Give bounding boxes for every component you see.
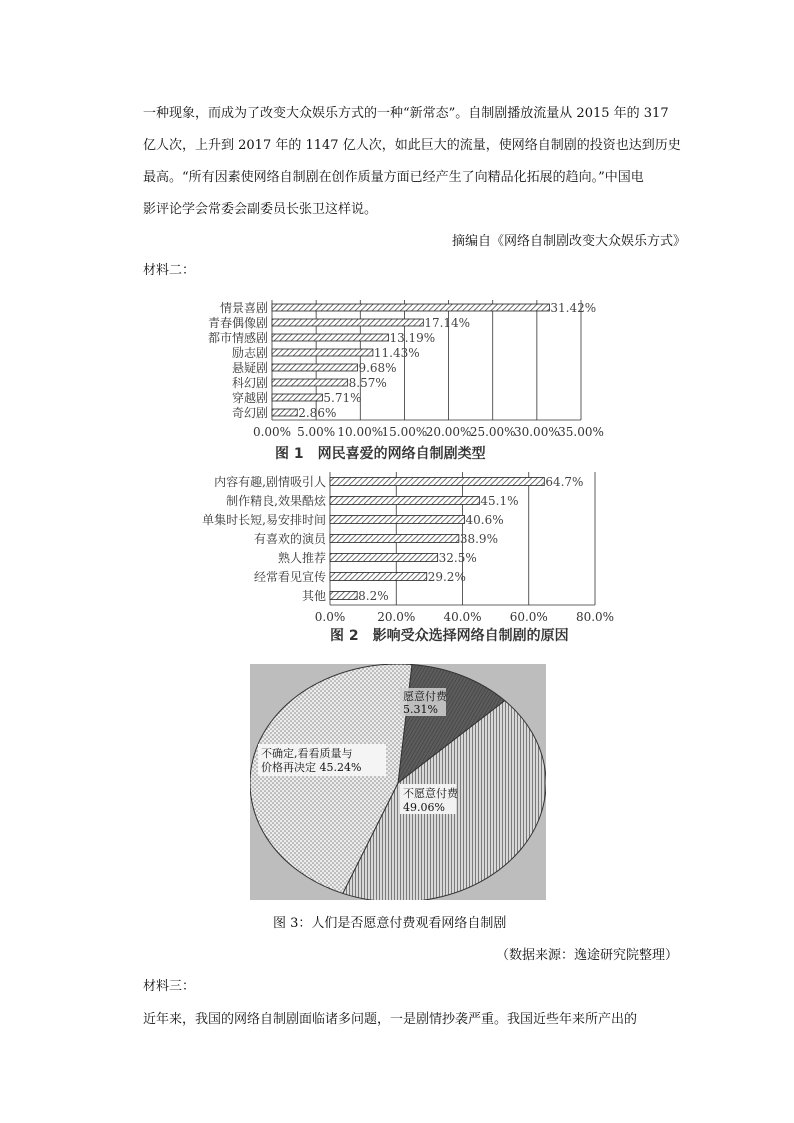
- slice-label: 愿意付费: [403, 690, 447, 703]
- x-tick-label: 35.00%: [558, 425, 604, 439]
- material-3-heading: 材料三：: [143, 979, 196, 994]
- data-label: 45.1%: [480, 493, 519, 508]
- bar: [330, 478, 544, 486]
- category-label: 奇幻剧: [231, 405, 268, 420]
- bar: [272, 394, 322, 401]
- x-tick-label: 20.0%: [377, 610, 416, 624]
- category-label: 单集时长短,易安排时间: [202, 512, 326, 527]
- x-tick-label: 15.00%: [381, 425, 428, 439]
- bar: [330, 592, 357, 600]
- category-label: 制作精良,效果酷炫: [226, 493, 326, 508]
- slice-value: 5.31%: [403, 703, 438, 716]
- x-tick-label: 25.00%: [469, 425, 516, 439]
- paragraph-line-3: 最高。“所有因素使网络自制剧在创作质量方面已经产生了向精品化拓展的趋向。”中国电: [143, 170, 644, 185]
- bar: [272, 334, 388, 341]
- category-label: 经常看见宣传: [253, 569, 326, 584]
- data-label: 8.2%: [358, 588, 389, 603]
- slice-label: 不确定,看看质量与: [261, 747, 353, 760]
- chart-title: 图 2 影响受众选择网络自制剧的原因: [330, 628, 569, 644]
- figure-3-caption: 图 3：人们是否愿意付费观看网络自制剧: [273, 916, 507, 931]
- x-tick-label: 5.00%: [297, 425, 336, 439]
- slice-label: 价格再决定 45.24%: [261, 761, 362, 774]
- data-label: 64.7%: [545, 474, 584, 489]
- bar: [330, 497, 479, 505]
- data-source-note: （数据来源：逸途研究院整理）: [495, 948, 678, 963]
- data-label: 31.42%: [550, 300, 597, 315]
- figure-3-pie-chart: [250, 664, 546, 900]
- data-label: 32.5%: [438, 550, 477, 565]
- figure-1-chart: [0, 292, 794, 464]
- category-label: 青春偶像剧: [207, 315, 268, 330]
- data-label: 9.68%: [358, 360, 397, 375]
- x-tick-label: 80.0%: [575, 610, 615, 624]
- category-label: 都市情感剧: [207, 330, 268, 345]
- category-label: 其他: [301, 588, 326, 603]
- bar: [330, 573, 427, 581]
- data-label: 13.19%: [389, 330, 436, 345]
- source-citation: 摘编自《网络自制剧改变大众娱乐方式》: [451, 234, 686, 249]
- data-label: 29.2%: [427, 569, 466, 584]
- bar: [330, 516, 464, 524]
- category-label: 科幻剧: [231, 375, 268, 390]
- figure-2-chart: [0, 466, 794, 646]
- chart-title: 图 1 网民喜爱的网络自制剧类型: [275, 446, 486, 462]
- paragraph-line-4: 影评论学会常委会副委员长张卫这样说。: [143, 202, 378, 217]
- x-tick-label: 60.0%: [509, 610, 548, 624]
- x-tick-label: 10.00%: [337, 425, 384, 439]
- bar: [272, 304, 549, 311]
- bar: [330, 554, 438, 562]
- bar: [272, 379, 348, 386]
- paragraph-line-2: 亿人次，上升到 2017 年的 1147 亿人次，如此巨大的流量，使网络自制剧的投资也达到历史: [143, 138, 681, 153]
- x-tick-label: 40.0%: [443, 610, 482, 624]
- x-tick-label: 20.00%: [425, 425, 472, 439]
- data-label: 38.9%: [459, 531, 498, 546]
- x-tick-label: 30.00%: [513, 425, 560, 439]
- data-label: 11.43%: [373, 345, 420, 360]
- category-label: 情景喜剧: [219, 300, 268, 315]
- data-label: 8.57%: [348, 375, 387, 390]
- category-label: 悬疑剧: [231, 360, 268, 375]
- paragraph-line-1: 一种现象，而成为了改变大众娱乐方式的一种“新常态”。自制剧播放流量从 2015 年的 317: [143, 106, 669, 121]
- data-label: 2.86%: [298, 405, 337, 420]
- bar: [272, 319, 423, 326]
- category-label: 穿越剧: [231, 390, 268, 405]
- x-tick-label: 0.00%: [252, 425, 292, 439]
- data-label: 40.6%: [465, 512, 504, 527]
- category-label: 有喜欢的演员: [253, 531, 326, 546]
- bar: [330, 535, 459, 543]
- data-label: 17.14%: [424, 315, 471, 330]
- category-label: 励志剧: [231, 345, 268, 360]
- data-label: 5.71%: [323, 390, 362, 405]
- material-2-heading: 材料二：: [143, 263, 196, 278]
- category-label: 内容有趣,剧情吸引人: [214, 474, 326, 489]
- paragraph-last-line: 近年来，我国的网络自制剧面临诸多问题，一是剧情抄袭严重。我国近些年来所产出的: [143, 1012, 638, 1027]
- slice-value: 49.06%: [403, 801, 445, 814]
- slice-label: 不愿意付费: [403, 787, 458, 800]
- x-tick-label: 0.0%: [314, 610, 346, 624]
- bar: [272, 409, 297, 416]
- category-label: 熟人推荐: [277, 550, 326, 565]
- bar: [272, 364, 357, 371]
- bar: [272, 349, 373, 356]
